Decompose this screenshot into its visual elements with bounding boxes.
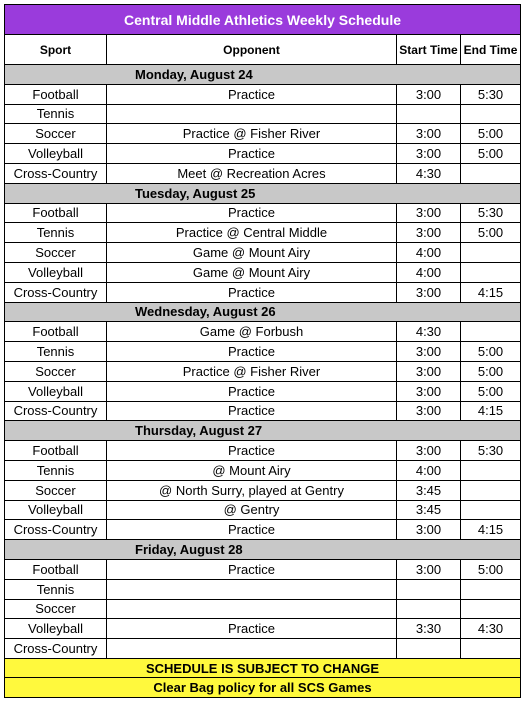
end-time-cell xyxy=(461,262,521,282)
day-header-cell xyxy=(5,540,521,560)
table-row xyxy=(5,243,521,263)
table-row xyxy=(5,124,521,144)
table-row xyxy=(5,500,521,520)
opponent-cell: Meet @ Recreation Acres xyxy=(107,163,397,183)
opponent-cell: @ Mount Airy xyxy=(107,460,397,480)
end-time-cell: 5:00 xyxy=(461,223,521,243)
table-row xyxy=(5,441,521,461)
opponent-cell: Game @ Mount Airy xyxy=(107,243,397,263)
table-row xyxy=(5,203,521,223)
title-row xyxy=(5,5,521,35)
end-time-cell xyxy=(461,500,521,520)
end-time-cell xyxy=(461,322,521,342)
opponent-cell xyxy=(107,579,397,599)
start-time-cell: 4:00 xyxy=(397,262,461,282)
end-time-cell: 4:15 xyxy=(461,401,521,421)
day-header-row xyxy=(5,540,521,560)
opponent-cell: Practice @ Fisher River xyxy=(107,124,397,144)
notice-clear-bag: Clear Bag policy for all SCS Games xyxy=(5,678,521,698)
schedule-body xyxy=(5,65,521,659)
sport-cell: Football xyxy=(5,322,107,342)
sport-cell: Soccer xyxy=(5,599,107,619)
start-time-cell: 3:00 xyxy=(397,203,461,223)
opponent-cell: Practice @ Fisher River xyxy=(107,361,397,381)
day-label: Tuesday, August 25 xyxy=(135,185,256,201)
sport-cell: Soccer xyxy=(5,361,107,381)
sport-cell: Soccer xyxy=(5,480,107,500)
sport-cell: Cross-Country xyxy=(5,520,107,540)
opponent-cell: Practice xyxy=(107,84,397,104)
start-time-cell: 3:45 xyxy=(397,480,461,500)
notice-row xyxy=(5,678,521,698)
end-time-cell: 5:00 xyxy=(461,361,521,381)
sport-cell: Volleyball xyxy=(5,619,107,639)
opponent-cell: Practice xyxy=(107,520,397,540)
day-header-row xyxy=(5,65,521,85)
table-row xyxy=(5,599,521,619)
opponent-cell xyxy=(107,599,397,619)
opponent-cell: Game @ Forbush xyxy=(107,322,397,342)
sport-cell: Soccer xyxy=(5,124,107,144)
schedule-table xyxy=(4,4,521,698)
start-time-cell: 3:00 xyxy=(397,441,461,461)
start-time-cell: 3:00 xyxy=(397,361,461,381)
table-row xyxy=(5,262,521,282)
end-time-cell: 5:00 xyxy=(461,381,521,401)
end-time-cell: 5:00 xyxy=(461,342,521,362)
sport-cell: Football xyxy=(5,441,107,461)
start-time-cell: 3:45 xyxy=(397,500,461,520)
header-end-time: End Time xyxy=(461,35,521,65)
start-time-cell: 3:00 xyxy=(397,381,461,401)
notice-subject-to-change: SCHEDULE IS SUBJECT TO CHANGE xyxy=(5,658,521,678)
start-time-cell: 3:00 xyxy=(397,124,461,144)
start-time-cell: 4:00 xyxy=(397,460,461,480)
header-start-time: Start Time xyxy=(397,35,461,65)
table-row xyxy=(5,361,521,381)
day-header-cell xyxy=(5,65,521,85)
end-time-cell: 4:15 xyxy=(461,282,521,302)
start-time-cell xyxy=(397,599,461,619)
table-row xyxy=(5,639,521,659)
table-row xyxy=(5,163,521,183)
opponent-cell: Practice @ Central Middle xyxy=(107,223,397,243)
table-row xyxy=(5,104,521,124)
opponent-cell xyxy=(107,639,397,659)
sport-cell: Volleyball xyxy=(5,144,107,164)
end-time-cell: 5:30 xyxy=(461,203,521,223)
day-header-cell xyxy=(5,183,521,203)
end-time-cell xyxy=(461,579,521,599)
sport-cell: Cross-Country xyxy=(5,163,107,183)
start-time-cell: 4:30 xyxy=(397,322,461,342)
sport-cell: Tennis xyxy=(5,342,107,362)
day-header-cell xyxy=(5,302,521,322)
start-time-cell xyxy=(397,104,461,124)
schedule-title: Central Middle Athletics Weekly Schedule xyxy=(5,5,521,35)
table-row xyxy=(5,381,521,401)
day-header-cell xyxy=(5,421,521,441)
table-row xyxy=(5,559,521,579)
start-time-cell xyxy=(397,639,461,659)
end-time-cell xyxy=(461,599,521,619)
start-time-cell: 3:00 xyxy=(397,144,461,164)
end-time-cell: 5:00 xyxy=(461,124,521,144)
sport-cell: Football xyxy=(5,203,107,223)
start-time-cell: 3:00 xyxy=(397,282,461,302)
table-row xyxy=(5,401,521,421)
day-label: Thursday, August 27 xyxy=(135,423,263,439)
sport-cell: Football xyxy=(5,559,107,579)
opponent-cell: @ North Surry, played at Gentry xyxy=(107,480,397,500)
opponent-cell xyxy=(107,104,397,124)
table-row xyxy=(5,619,521,639)
end-time-cell: 5:30 xyxy=(461,84,521,104)
start-time-cell: 3:00 xyxy=(397,559,461,579)
sport-cell: Cross-Country xyxy=(5,282,107,302)
sport-cell: Volleyball xyxy=(5,262,107,282)
end-time-cell xyxy=(461,639,521,659)
sport-cell: Cross-Country xyxy=(5,639,107,659)
day-label: Friday, August 28 xyxy=(135,542,243,558)
end-time-cell xyxy=(461,243,521,263)
table-row xyxy=(5,282,521,302)
start-time-cell: 3:00 xyxy=(397,342,461,362)
start-time-cell: 3:00 xyxy=(397,401,461,421)
start-time-cell: 4:00 xyxy=(397,243,461,263)
sport-cell: Volleyball xyxy=(5,381,107,401)
day-header-row xyxy=(5,302,521,322)
end-time-cell: 5:00 xyxy=(461,144,521,164)
table-row xyxy=(5,342,521,362)
opponent-cell: Practice xyxy=(107,559,397,579)
end-time-cell: 5:00 xyxy=(461,559,521,579)
opponent-cell: Practice xyxy=(107,401,397,421)
end-time-cell: 4:15 xyxy=(461,520,521,540)
opponent-cell: Game @ Mount Airy xyxy=(107,262,397,282)
day-header-row xyxy=(5,183,521,203)
sport-cell: Tennis xyxy=(5,104,107,124)
opponent-cell: Practice xyxy=(107,203,397,223)
column-header-row xyxy=(5,35,521,65)
end-time-cell xyxy=(461,163,521,183)
table-row xyxy=(5,144,521,164)
start-time-cell: 4:30 xyxy=(397,163,461,183)
start-time-cell xyxy=(397,579,461,599)
sport-cell: Tennis xyxy=(5,223,107,243)
header-sport: Sport xyxy=(5,35,107,65)
table-row xyxy=(5,480,521,500)
end-time-cell xyxy=(461,460,521,480)
notice-row xyxy=(5,658,521,678)
opponent-cell: Practice xyxy=(107,441,397,461)
sport-cell: Volleyball xyxy=(5,500,107,520)
table-row xyxy=(5,520,521,540)
start-time-cell: 3:00 xyxy=(397,223,461,243)
header-opponent: Opponent xyxy=(107,35,397,65)
opponent-cell: Practice xyxy=(107,144,397,164)
table-row xyxy=(5,579,521,599)
opponent-cell: @ Gentry xyxy=(107,500,397,520)
start-time-cell: 3:00 xyxy=(397,84,461,104)
start-time-cell: 3:00 xyxy=(397,520,461,540)
end-time-cell xyxy=(461,480,521,500)
table-row xyxy=(5,460,521,480)
table-row xyxy=(5,223,521,243)
day-label: Wednesday, August 26 xyxy=(135,304,276,320)
opponent-cell: Practice xyxy=(107,381,397,401)
sport-cell: Tennis xyxy=(5,579,107,599)
table-row xyxy=(5,84,521,104)
day-label: Monday, August 24 xyxy=(135,66,253,82)
start-time-cell: 3:30 xyxy=(397,619,461,639)
schedule-sheet xyxy=(4,4,520,698)
opponent-cell: Practice xyxy=(107,342,397,362)
end-time-cell xyxy=(461,104,521,124)
sport-cell: Tennis xyxy=(5,460,107,480)
sport-cell: Football xyxy=(5,84,107,104)
end-time-cell: 5:30 xyxy=(461,441,521,461)
opponent-cell: Practice xyxy=(107,619,397,639)
sport-cell: Soccer xyxy=(5,243,107,263)
day-header-row xyxy=(5,421,521,441)
sport-cell: Cross-Country xyxy=(5,401,107,421)
opponent-cell: Practice xyxy=(107,282,397,302)
table-row xyxy=(5,322,521,342)
end-time-cell: 4:30 xyxy=(461,619,521,639)
